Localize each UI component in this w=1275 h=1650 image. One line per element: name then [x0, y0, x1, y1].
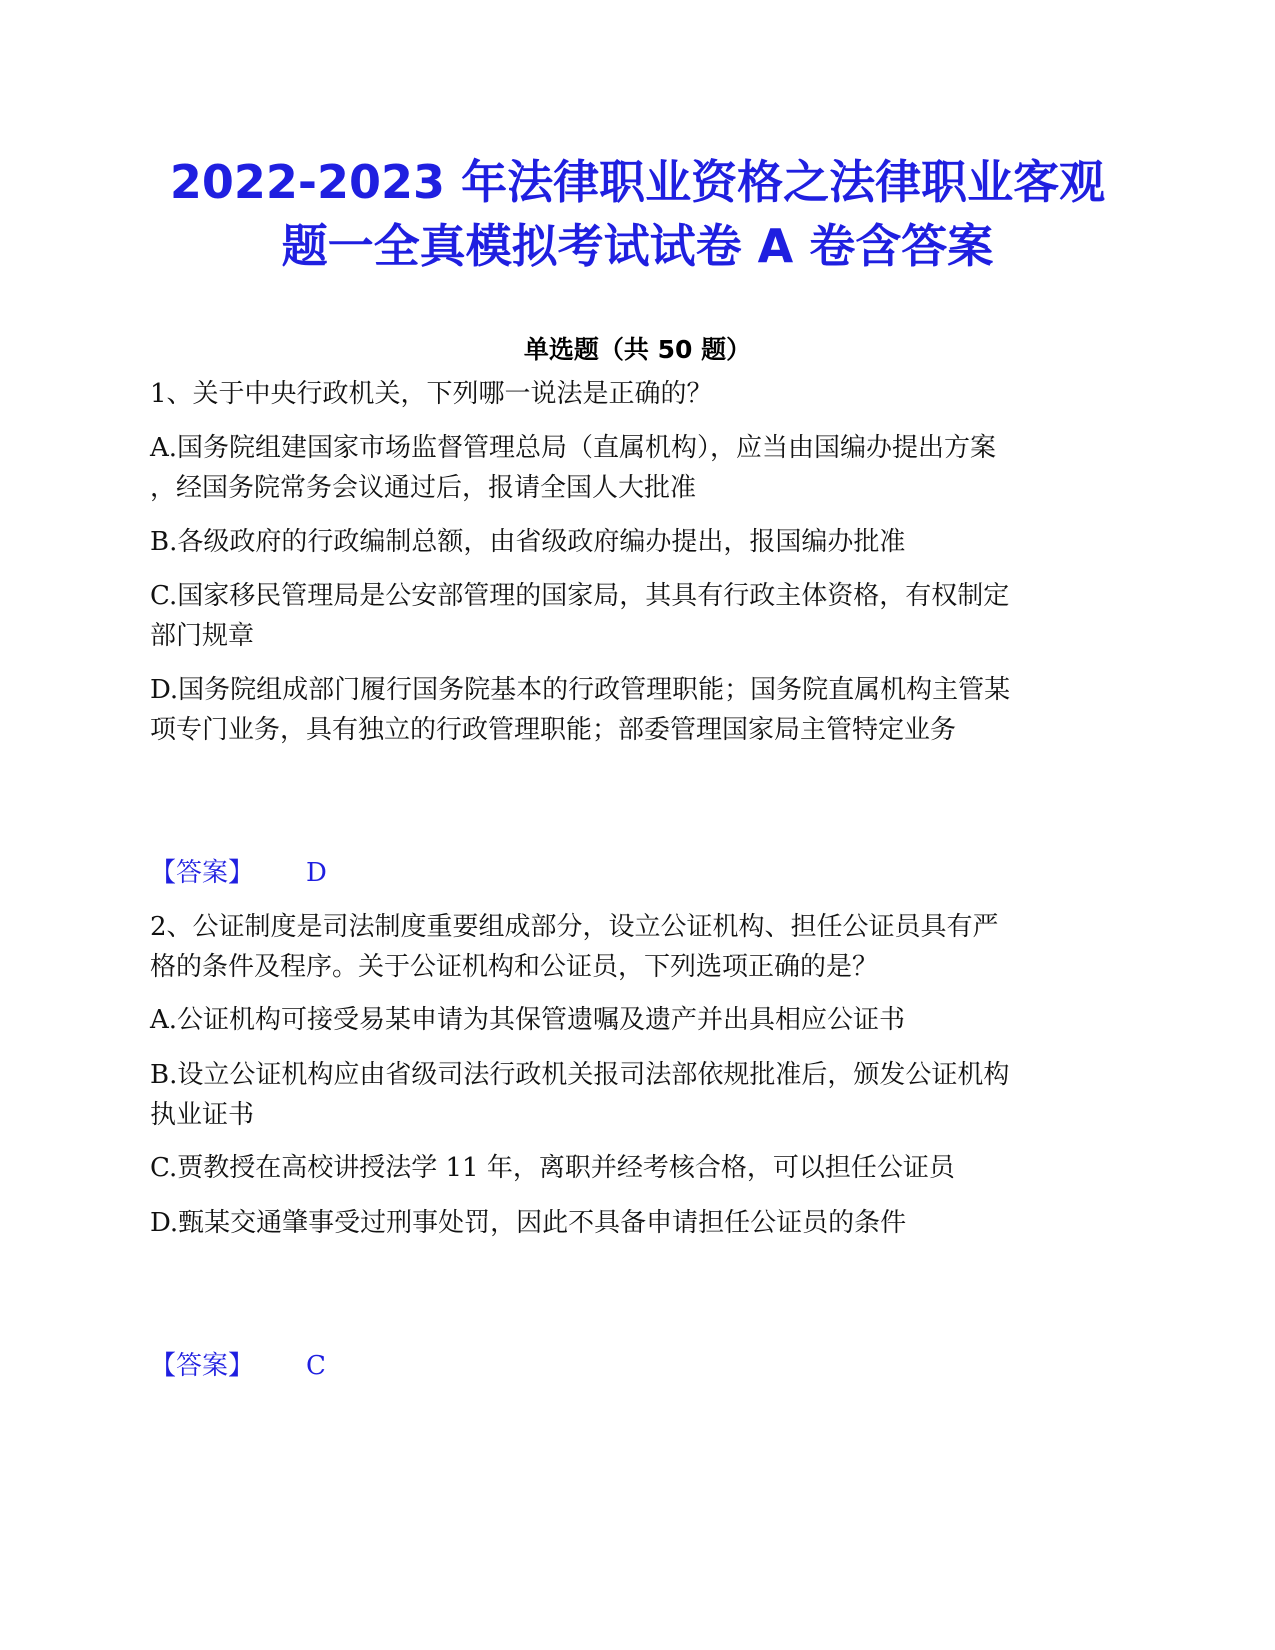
question-1-stem-line-1: 1、关于中央行政机关，下列哪一说法是正确的？	[150, 379, 713, 409]
question-2-answer	[150, 1346, 326, 1386]
question-2-option-b	[150, 1055, 1110, 1135]
option-a-line-2: ，经国务院常务会议通过后，报请全国人大批准	[150, 473, 697, 503]
option-d-line-2: 项专门业务，具有独立的行政管理职能；部委管理国家局主管特定业务	[150, 715, 957, 745]
question-1-answer	[150, 853, 327, 893]
option-d-line-1: D.国务院组成部门履行国务院基本的行政管理职能；国务院直属机构主管某	[150, 675, 1011, 705]
answer-value: C	[306, 1351, 326, 1381]
document-title	[100, 150, 1175, 278]
option-b-line-1: B.设立公证机构应由省级司法行政机关报司法部依规批准后，颁发公证机构	[150, 1060, 1010, 1090]
question-1-option-a	[150, 428, 1110, 508]
title-line-2: 题一全真模拟考试试卷 A 卷含答案	[281, 219, 994, 273]
option-c-line-2: 部门规章	[150, 621, 255, 651]
title-line-1: 2022-2023 年法律职业资格之法律职业客观	[169, 155, 1106, 209]
section-heading: 单选题（共 50 题）	[523, 335, 752, 364]
question-2-option-d	[150, 1203, 1110, 1243]
option-a-line-1: A.国务院组建国家市场监督管理总局（直属机构），应当由国编办提出方案	[150, 433, 997, 463]
option-d-line-1: D.甄某交通肇事受过刑事处罚，因此不具备申请担任公证员的条件	[150, 1208, 907, 1238]
answer-label: 【答案】	[150, 1351, 255, 1381]
question-1-option-d	[150, 670, 1110, 750]
question-2-option-a	[150, 1000, 1110, 1040]
question-1-option-c	[150, 576, 1110, 656]
question-2-option-c	[150, 1148, 1110, 1188]
question-2-stem	[150, 907, 1110, 987]
question-2-stem-line-2: 格的条件及程序。关于公证机构和公证员，下列选项正确的是？	[150, 952, 879, 982]
answer-value: D	[306, 858, 327, 888]
option-b-line-2: 执业证书	[150, 1100, 255, 1130]
option-a-line-1: A.公证机构可接受易某申请为其保管遗嘱及遗产并出具相应公证书	[150, 1005, 906, 1035]
question-1-stem	[150, 374, 1110, 414]
option-b-line-1: B.各级政府的行政编制总额，由省级政府编办提出，报国编办批准	[150, 527, 906, 557]
option-c-line-1: C.贾教授在高校讲授法学 11 年，离职并经考核合格，可以担任公证员	[150, 1153, 955, 1183]
question-1-option-b	[150, 522, 1110, 562]
answer-label: 【答案】	[150, 858, 255, 888]
question-2-stem-line-1: 2、公证制度是司法制度重要组成部分，设立公证机构、担任公证员具有严	[150, 912, 999, 942]
option-c-line-1: C.国家移民管理局是公安部管理的国家局，其具有行政主体资格，有权制定	[150, 581, 1010, 611]
